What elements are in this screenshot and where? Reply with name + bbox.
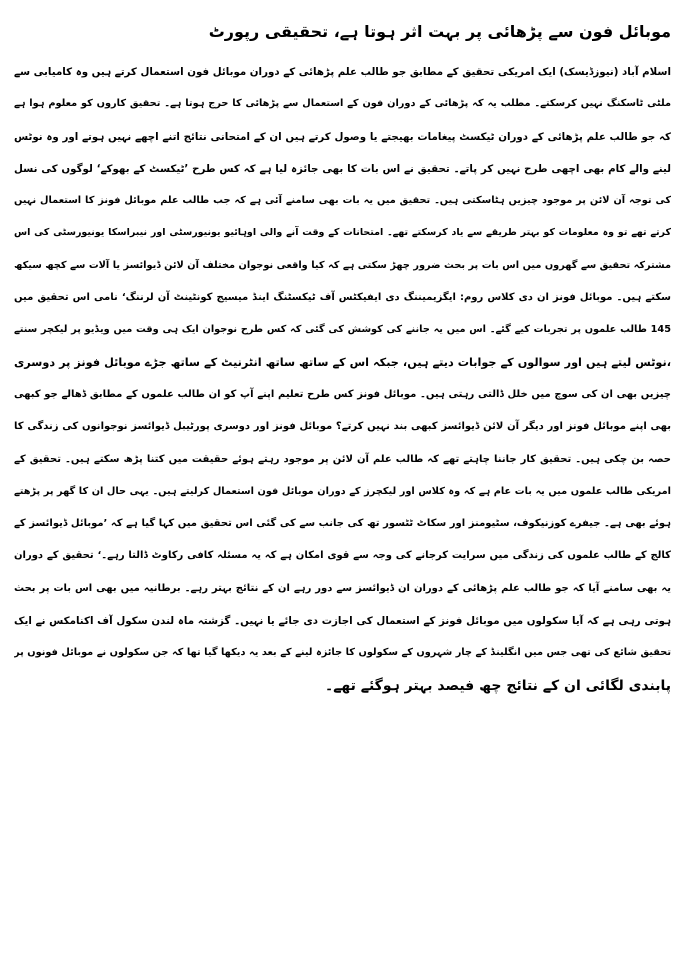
article-line: یہ بھی سامنے آیا کہ جو طالب علم پڑھائی کے دوران ان ڈیوائسز سے دور رہے ان کے نتائج بہتر رہے۔ برطانیہ میں بھی اس بات پر بحث [14, 582, 671, 594]
article-line: کہ جو طالب علم پڑھائی کے دوران ٹیکسٹ پیغامات بھیجتے یا وصول کرتے ہیں ان کے امتحانی نتائج اتنے اچھے نہیں ہوتے اور وہ نوٹس [14, 130, 671, 143]
article-line: لینے والے کام بھی اچھی طرح نہیں کر پاتے۔ تحقیق نے اس بات کا بھی جائزہ لیا ہے کہ کس طرح ’ٹیکسٹ کے بھوکے‘ لوگوں کی نسل [14, 162, 671, 175]
article-body [14, 56, 671, 702]
article-line: ،نوٹس لیتے ہیں اور سوالوں کے جوابات دیتے ہیں، جبکہ اس کے ساتھ ساتھ انٹرنیٹ کے ساتھ جڑے موبائل فونز پر دوسری [14, 355, 671, 369]
article-line: تحقیق شائع کی تھی جس میں انگلینڈ کے چار شہروں کے سکولوں کا جائزہ لینے کے بعد یہ دیکھا گیا تھا کہ جن سکولوں نے موبائل فونوں پر [14, 647, 671, 659]
article-line: کی توجہ آن لائن پر موجود چیزیں ہٹاسکتی ہیں۔ تحقیق میں یہ بات بھی سامنے آئی ہے کہ جب طالب علم موبائل فونز کا استعمال نہیں [14, 195, 671, 207]
article-line: بھی اپنے موبائل فونز اور دیگر آن لائن ڈیوائسز کبھی بند نہیں کرتے؟ موبائل فونز اور دوسری پورٹیبل ڈیوائسز نوجوانوں کی زندگی کا [14, 421, 671, 433]
article-headline: موبائل فون سے پڑھائی پر بہت اثر ہوتا ہے، تحقیقی رپورٹ [208, 22, 671, 41]
article-line: حصہ بن چکی ہیں۔ تحقیق کار جاننا چاہتے تھے کہ طالب علم آن لائن پر موجود رہتے ہوئے حقیقت میں کتنا پڑھ سکتے ہیں۔ تحقیق کے [14, 453, 671, 465]
article-line: 145 طالب علموں پر تجربات کیے گئے۔ اس میں یہ جاننے کی کوشش کی گئی کہ کس طرح نوجوان ایک ہی وقت میں ویڈیو پر لیکچر سنتے [14, 324, 671, 336]
article-line: اسلام آباد (نیوزڈیسک) ایک امریکی تحقیق کے مطابق جو طالب علم پڑھائی کے دوران موبائل فون استعمال کرتے ہیں وہ کامیابی سے [14, 66, 671, 78]
article-line: ہوتی رہی ہے کہ آیا سکولوں میں موبائل فونز کے استعمال کی اجازت دی جائے یا نہیں۔ گزشتہ ماہ لندن سکول آف اکنامکس نے ایک [14, 615, 671, 628]
article-line: کالج کے طالب علموں کی زندگی میں سرایت کرجانے کی وجہ سے قوی امکان ہے کہ یہ مسئلہ کافی رکاوٹ ڈالتا رہے۔‘ تحقیق کے دوران [14, 550, 671, 562]
article-line: چیزیں بھی ان کی سوچ میں خلل ڈالتی رہتی ہیں۔ موبائل فونز کس طرح تعلیم اپنے آپ کو ان طالب علموں کے مطابق ڈھالے جو کبھی [14, 388, 671, 400]
article-line: پابندی لگائی ان کے نتائج چھ فیصد بہتر ہوگئے تھے۔ [324, 677, 671, 694]
article-line: امریکی طالب علموں میں یہ بات عام ہے کہ وہ کلاس اور لیکچرز کے دوران موبائل فون استعمال کرلیتے ہیں۔ یہی حال ان کا گھر پر پڑھتے [14, 485, 671, 497]
article-line: کرتے تھے تو وہ معلومات کو بہتر طریقے سے یاد کرسکتے تھے۔ امتحانات کے وقت آنے والی اوہائیو یونیورسٹی اور نیبراسکا یونیورسٹی کی اس [14, 227, 671, 239]
article-line: سکتے ہیں۔ موبائل فونز ان دی کلاس روم: ایگزیمیننگ دی ایفیکٹس آف ٹیکسٹنگ اینڈ میسیج کونٹینٹ آن لرننگ‘ نامی اس تحقیق میں [14, 292, 671, 304]
article-line: ملٹی ٹاسکنگ نہیں کرسکتے۔ مطلب یہ کہ پڑھائی کے دوران فون کے استعمال سے پڑھائی کا حرج ہوتا ہے۔ تحقیق کاروں کو معلوم ہوا ہے [14, 98, 671, 110]
article-line: ہوئے بھی ہے۔ جیفرے کوزنیکوف، سٹیومنز اور سکاٹ ٹٹسور تھ کی جانب سے کی گئی اس تحقیق میں کہا گیا ہے کہ ’موبائل ڈیوائسز کے [14, 518, 671, 530]
article-line: مشترکہ تحقیق سے گھروں میں اس بات پر بحث ضرور چھڑ سکتی ہے کہ کیا واقعی نوجوان مختلف آن لائن ڈیوائسز یا آلات سے کچھ سیکھ [14, 259, 671, 271]
